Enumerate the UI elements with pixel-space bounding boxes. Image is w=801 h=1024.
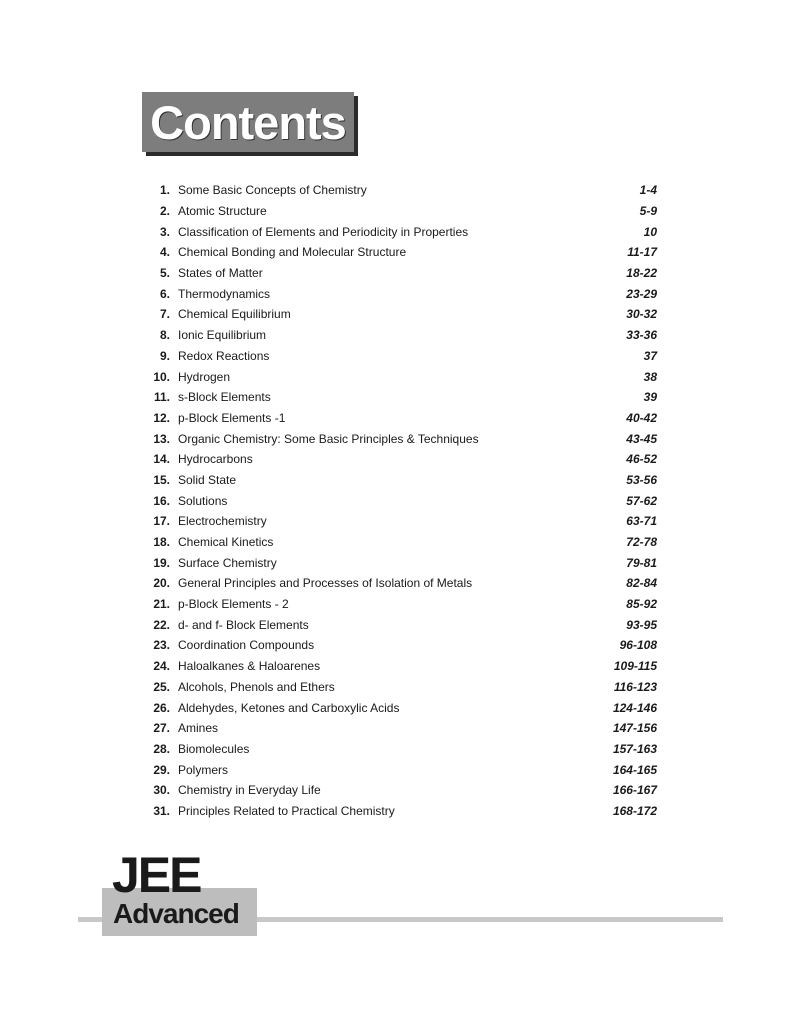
chapter-title: Polymers [178,762,229,777]
page-title: Contents [142,92,354,152]
chapter-title: Classification of Elements and Periodicity in Properties [178,224,469,239]
toc-row [140,263,660,284]
chapter-pages: 168-172 [612,803,657,818]
chapter-pages: 116-123 [613,679,657,694]
chapter-title: Chemistry in Everyday Life [178,783,321,798]
toc-row [140,573,660,594]
chapter-title: Some Basic Concepts of Chemistry [178,183,367,198]
chapter-title: Electrochemistry [178,514,267,529]
toc-row [140,387,660,408]
chapter-title: Chemical Kinetics [178,535,274,550]
chapter-title: s-Block Elements [178,390,271,405]
toc-row [140,304,660,325]
chapter-number: 18. [153,535,170,550]
toc-row [140,759,660,780]
chapter-title: Alcohols, Phenols and Ethers [178,679,335,694]
chapter-number: 2. [159,204,170,219]
chapter-pages: 38 [643,369,657,384]
chapter-pages: 1-4 [639,183,657,198]
chapter-pages: 96-108 [619,638,657,653]
toc-row [140,366,660,387]
chapter-pages: 164-165 [612,762,657,777]
chapter-number: 10. [153,369,170,384]
toc-row [140,511,660,532]
chapter-title: Atomic Structure [178,204,267,219]
toc-row [140,656,660,677]
chapter-pages: 157-163 [612,741,657,756]
toc-row [140,739,660,760]
chapter-number: 4. [159,245,170,260]
chapter-number: 17. [153,514,170,529]
chapter-title: Redox Reactions [178,348,270,363]
chapter-title: Haloalkanes & Haloarenes [178,659,321,674]
chapter-title: Solutions [178,493,228,508]
toc-row [140,780,660,801]
toc-row [140,677,660,698]
chapter-number: 29. [153,762,170,777]
contents-heading-block [142,92,354,152]
chapter-pages: 63-71 [626,514,657,529]
chapter-number: 5. [159,266,170,281]
chapter-number: 11. [153,390,170,405]
toc-row [140,697,660,718]
toc-row [140,242,660,263]
toc-row [140,408,660,429]
chapter-number: 14. [153,452,170,467]
chapter-title: General Principles and Processes of Isolation of Metals [178,576,473,591]
chapter-title: Thermodynamics [178,286,271,301]
toc-row [140,594,660,615]
chapter-title: d- and f- Block Elements [178,617,309,632]
logo-jee-text: JEE [112,847,201,903]
toc-row [140,449,660,470]
chapter-number: 9. [159,348,170,363]
chapter-pages: 53-56 [626,472,657,487]
chapter-pages: 33-36 [626,328,657,343]
chapter-pages: 46-52 [626,452,657,467]
chapter-title: Principles Related to Practical Chemistry [178,803,395,818]
chapter-pages: 10 [643,224,657,239]
chapter-number: 19. [153,555,170,570]
chapter-title: Amines [178,721,219,736]
chapter-pages: 30-32 [626,307,657,322]
chapter-number: 1. [159,183,170,198]
chapter-title: Chemical Equilibrium [178,307,291,322]
chapter-number: 28. [153,741,170,756]
chapter-pages: 57-62 [626,493,657,508]
toc-row [140,490,660,511]
chapter-title: Organic Chemistry: Some Basic Principles & Techniques [178,431,479,446]
chapter-pages: 166-167 [612,783,657,798]
chapter-number: 26. [153,700,170,715]
chapter-title: p-Block Elements -1 [178,410,286,425]
chapter-title: Hydrogen [178,369,231,384]
table-of-contents [140,180,660,821]
chapter-number: 23. [153,638,170,653]
chapter-number: 31. [153,803,170,818]
chapter-title: Coordination Compounds [178,638,315,653]
chapter-number: 13. [153,431,170,446]
chapter-number: 8. [159,328,170,343]
chapter-title: States of Matter [178,266,263,281]
toc-row [140,180,660,201]
chapter-title: Aldehydes, Ketones and Carboxylic Acids [178,700,400,715]
chapter-title: Solid State [178,472,237,487]
chapter-number: 21. [153,597,170,612]
toc-row [140,470,660,491]
toc-row [140,201,660,222]
toc-row [140,635,660,656]
chapter-number: 20. [153,576,170,591]
chapter-pages: 37 [643,348,657,363]
toc-row [140,428,660,449]
chapter-pages: 79-81 [626,555,657,570]
chapter-pages: 23-29 [626,286,657,301]
toc-row [140,552,660,573]
toc-row [140,325,660,346]
chapter-number: 15. [153,472,170,487]
toc-row [140,221,660,242]
chapter-pages: 109-115 [613,659,657,674]
toc-row [140,283,660,304]
chapter-pages: 11-17 [627,245,657,260]
logo-advanced-text: Advanced [113,898,239,929]
chapter-number: 22. [153,617,170,632]
toc-row [140,346,660,367]
chapter-title: Biomolecules [178,741,250,756]
chapter-title: p-Block Elements - 2 [178,597,289,612]
chapter-number: 24. [153,659,170,674]
chapter-pages: 39 [643,390,657,405]
toc-row [140,801,660,822]
chapter-pages: 18-22 [626,266,657,281]
chapter-pages: 72-78 [626,535,657,550]
toc-row [140,718,660,739]
chapter-pages: 147-156 [612,721,657,736]
chapter-title: Surface Chemistry [178,555,277,570]
chapter-number: 3. [159,224,170,239]
chapter-pages: 82-84 [626,576,657,591]
chapter-pages: 124-146 [612,700,657,715]
chapter-title: Chemical Bonding and Molecular Structure [178,245,407,260]
chapter-number: 12. [153,410,170,425]
chapter-title: Hydrocarbons [178,452,253,467]
chapter-pages: 85-92 [626,597,657,612]
chapter-pages: 93-95 [626,617,657,632]
chapter-pages: 5-9 [639,204,657,219]
chapter-title: Ionic Equilibrium [178,328,267,343]
chapter-number: 6. [159,286,170,301]
chapter-number: 25. [153,679,170,694]
chapter-pages: 43-45 [626,431,657,446]
chapter-pages: 40-42 [626,410,657,425]
toc-row [140,614,660,635]
chapter-number: 7. [159,307,170,322]
chapter-number: 16. [153,493,170,508]
chapter-number: 27. [153,721,170,736]
chapter-number: 30. [153,783,170,798]
toc-row [140,532,660,553]
